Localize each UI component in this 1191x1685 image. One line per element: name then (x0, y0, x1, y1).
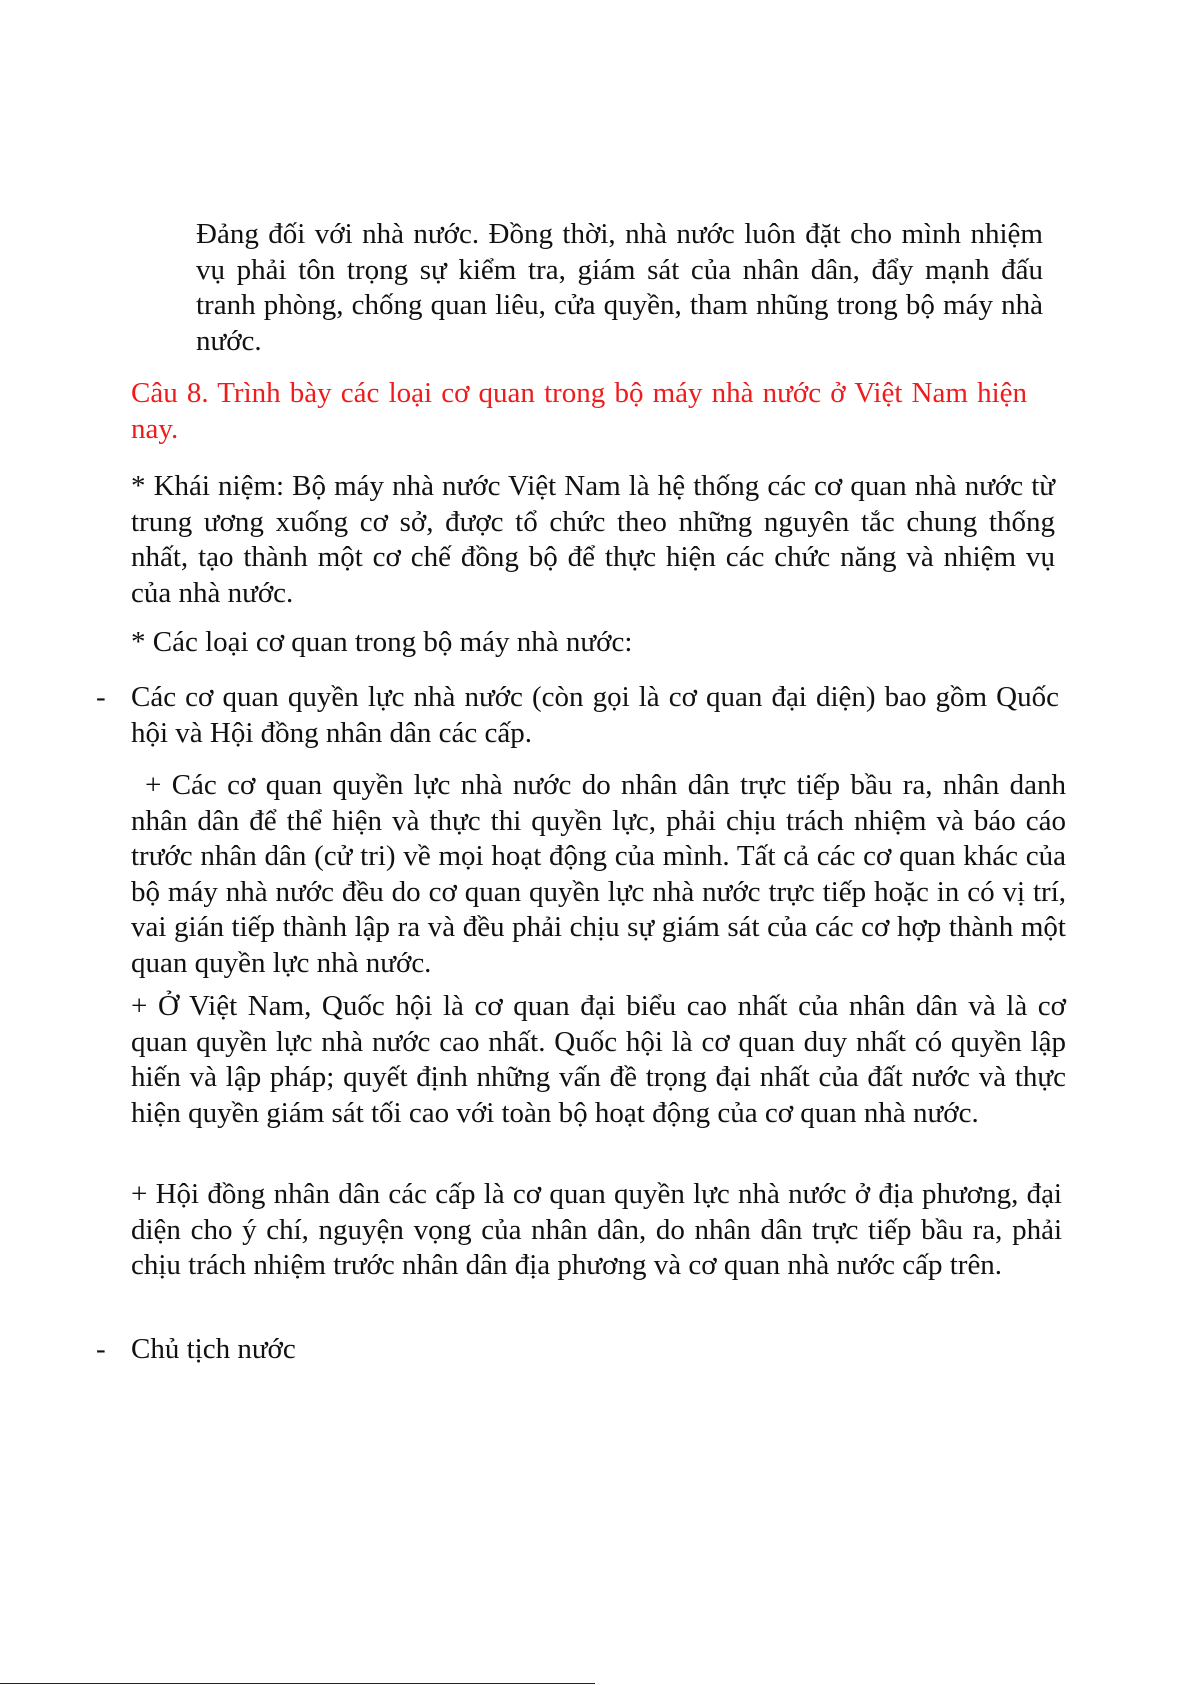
bullet-power-organs: Các cơ quan quyền lực nhà nước (còn gọi là cơ quan đại diện) bao gồm Quốc hội và Hội đồng nhân dân các cấp. (131, 681, 1059, 749)
paragraph-continuation: Đảng đối với nhà nước. Đồng thời, nhà nước luôn đặt cho mình nhiệm vụ phải tôn trọng sự kiểm tra, giám sát của nhân dân, đẩy mạnh đấu tranh phòng, chống quan liêu, cửa quyền, tham nhũng trong bộ máy nhà nước. (196, 218, 1043, 357)
paragraph-sub-3: + Hội đồng nhân dân các cấp là cơ quan quyền lực nhà nước ở địa phương, đại diện cho ý chí, nguyện vọng của nhân dân, do nhân dân trực tiếp bầu ra, phải chịu trách nhiệm trước nhân dân địa phương và cơ quan nhà nước cấp trên. (131, 1178, 1062, 1281)
question-heading: Câu 8. Trình bày các loại cơ quan trong bộ máy nhà nước ở Việt Nam hiện nay. (131, 377, 1027, 445)
bullet-marker: - (96, 1333, 106, 1365)
paragraph-types-heading: * Các loại cơ quan trong bộ máy nhà nước: (131, 626, 633, 658)
footer-divider (0, 1683, 595, 1684)
paragraph-sub-1: + Các cơ quan quyền lực nhà nước do nhân dân trực tiếp bầu ra, nhân danh nhân dân để thể hiện và thực thi quyền lực, phải chịu trách nhiệm và báo cáo trước nhân dân (cử tri) về mọi hoạt động của mình. Tất cả các cơ quan khác của bộ máy nhà nước đều do cơ quan quyền lực nhà nước trực tiếp hoặc in có vị trí, vai gián tiếp thành lập ra và đều phải chịu sự giám sát của các cơ hợp thành một quan quyền lực nhà nước. (131, 769, 1066, 979)
bullet-president: Chủ tịch nước (131, 1333, 296, 1365)
bullet-marker: - (96, 681, 106, 713)
paragraph-concept: * Khái niệm: Bộ máy nhà nước Việt Nam là hệ thống các cơ quan nhà nước từ trung ương xuống cơ sở, được tổ chức theo những nguyên tắc chung thống nhất, tạo thành một cơ chế đồng bộ để thực hiện các chức năng và nhiệm vụ của nhà nước. (131, 470, 1055, 609)
paragraph-sub-2: + Ở Việt Nam, Quốc hội là cơ quan đại biểu cao nhất của nhân dân và là cơ quan quyền lực nhà nước cao nhất. Quốc hội là cơ quan duy nhất có quyền lập hiến và lập pháp; quyết định những vấn đề trọng đại nhất của đất nước và thực hiện quyền giám sát tối cao với toàn bộ hoạt động của cơ quan nhà nước. (131, 990, 1066, 1129)
